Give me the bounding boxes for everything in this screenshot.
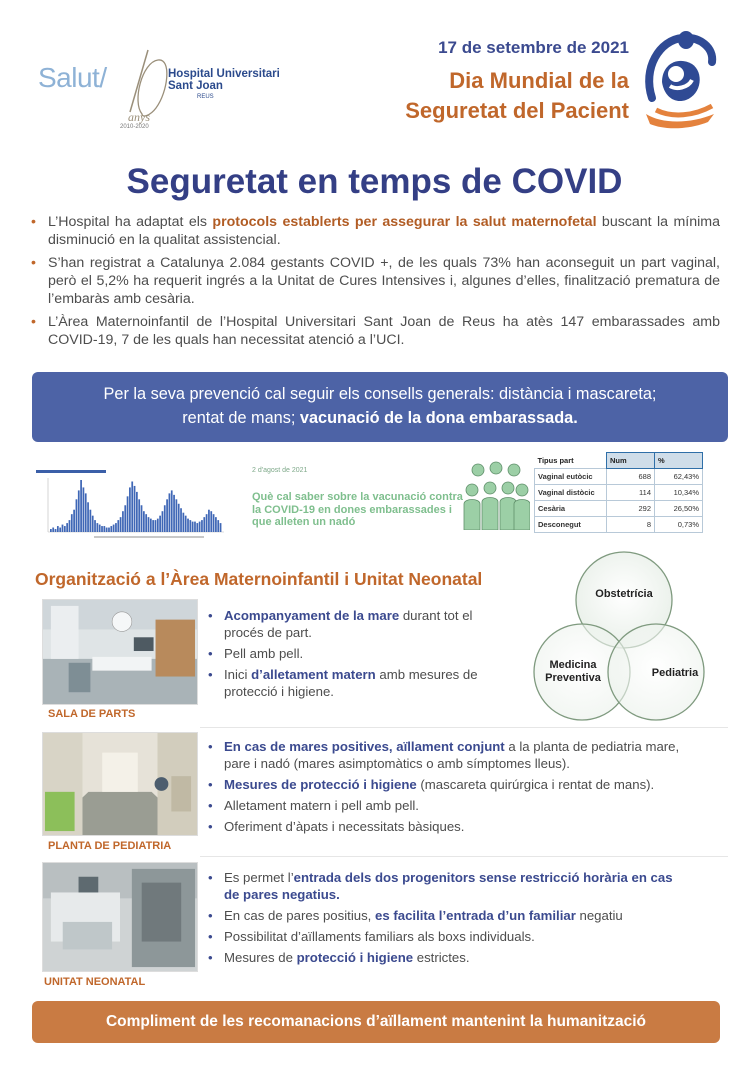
chart-bar <box>87 502 89 532</box>
venn-diagram <box>527 550 727 725</box>
chart-bar <box>199 522 201 532</box>
list-item-highlight: protecció i higiene <box>296 950 414 965</box>
chart-title-bar <box>36 470 106 473</box>
table-cell: 62,43% <box>655 469 703 485</box>
intro-item: • S’han registrat a Catalunya 2.084 gestants COVID +, de les quals 73% han aconseguit un part vaginal, però el 5,2% ha requerit ingrés a la Unitat de Cures Intensives i, algunes d’elles, finalització prematura de l’embaràs amb cesària. <box>28 254 720 308</box>
chart-bar <box>136 492 138 532</box>
chart-bar <box>106 528 108 532</box>
list-item <box>205 738 705 772</box>
chart-bar <box>78 490 80 532</box>
venn-label-medicina-line2: Preventiva <box>545 672 601 684</box>
chart-bar <box>127 496 129 532</box>
section-title: Organització a l’Àrea Maternoinfantil i Unitat Neonatal <box>35 569 483 589</box>
list-item-text: Es permet l’ <box>224 870 294 885</box>
chart-bar <box>71 514 73 532</box>
chart-bar <box>166 499 168 532</box>
chart-bar <box>215 517 217 532</box>
intro-list <box>28 213 720 354</box>
list-item-highlight: En cas de mares positives, aïllament conjunt <box>224 739 505 754</box>
chart-bar <box>85 493 87 532</box>
chart-bar <box>150 519 152 532</box>
chart-bar <box>94 520 96 532</box>
list-item <box>205 949 685 966</box>
table-header-cell: Num <box>607 453 655 469</box>
list-item-text: Inici <box>224 667 252 682</box>
chart-bar <box>113 525 115 532</box>
vaccine-date: 2 d'agost de 2021 <box>252 467 308 474</box>
chart-bar <box>50 529 52 532</box>
list-item-text: negatiu <box>575 908 623 923</box>
chart-bar <box>187 519 189 532</box>
chart-bar <box>143 511 145 532</box>
list-item-text: amb mesures de protecció i higiene. <box>224 667 478 699</box>
salut-logo-text: Salut/ <box>38 62 107 93</box>
ten-years-caption: anys <box>128 110 150 124</box>
chart-bar <box>117 520 119 532</box>
list-item: • Oferiment d’àpats i necessitats bàsiques. <box>205 818 705 835</box>
conclusion-banner: Compliment de les recomanacions d’aïllament mantenint la humanització <box>32 1001 720 1043</box>
chart-bar <box>120 517 122 532</box>
covid-cases-chart <box>34 466 229 542</box>
chart-bar <box>155 520 157 532</box>
table-row <box>535 501 703 517</box>
table-cell: 0,73% <box>655 517 703 533</box>
table-header-row <box>535 453 703 469</box>
list-item-text: (mascareta quirúrgica i rentat de mans). <box>416 777 655 792</box>
chart-bar <box>66 523 68 532</box>
chart-bar <box>131 481 133 532</box>
delivery-room-photo <box>42 599 198 705</box>
chart-bar <box>159 516 161 532</box>
intro-text: buscant la mínima disminució en la qualitat assistencial. <box>48 214 720 248</box>
row-divider <box>200 856 728 857</box>
chart-bar <box>80 480 82 532</box>
chart-bar <box>76 499 78 532</box>
prevention-banner <box>32 372 728 442</box>
list-item: • Pell amb pell. <box>205 645 505 662</box>
healthcare-people-icon <box>462 460 530 530</box>
venn-label-pediatria: Pediatria <box>651 667 699 679</box>
chart-bar <box>157 519 159 532</box>
chart-bar <box>103 526 105 532</box>
chart-bar <box>148 517 150 532</box>
table-header-cell: % <box>655 453 703 469</box>
chart-bar <box>208 510 210 532</box>
chart-bar <box>52 528 54 532</box>
chart-bar <box>90 510 92 532</box>
chart-bar <box>192 522 194 532</box>
list-item <box>205 607 505 641</box>
chart-bar <box>164 505 166 532</box>
list-item <box>205 666 505 700</box>
list-item-text: En cas de pares positius, <box>224 908 376 923</box>
chart-bar <box>169 493 171 532</box>
event-title-line2: Seguretat del Pacient <box>405 98 629 123</box>
chart-bar <box>189 520 191 532</box>
chart-bar <box>59 528 61 532</box>
page-title: Seguretat en temps de COVID <box>126 162 623 201</box>
list-item <box>205 776 705 793</box>
chart-bar <box>101 526 103 532</box>
chart-bar <box>122 511 124 532</box>
venn-label-obstetricia: Obstetrícia <box>595 588 653 600</box>
chart-bar <box>178 504 180 532</box>
event-title-line1: Dia Mundial de la <box>449 68 629 93</box>
chart-bar <box>185 516 187 532</box>
list-item-text: durant tot el procés de part. <box>224 608 473 640</box>
chart-bar <box>206 514 208 532</box>
chart-bar <box>180 508 182 532</box>
pediatria-label: PLANTA DE PEDIATRIA <box>48 840 172 852</box>
chart-caption-bar <box>94 536 204 538</box>
chart-bar <box>220 523 222 532</box>
chart-bar <box>57 526 59 532</box>
hospital-logo-text: Hospital Universitari Sant Joan <box>168 68 280 92</box>
intro-highlight: protocols establerts per assegurar la salut maternofetal <box>212 214 597 230</box>
chart-bar <box>110 526 112 532</box>
chart-bar <box>64 526 66 532</box>
intro-item: • L’Àrea Maternoinfantil de l’Hospital Universitari Sant Joan de Reus ha atès 147 embarassades amb COVID-19, 7 de les quals han necessitat atenció a l’UCI. <box>28 313 720 349</box>
prevention-text: rentat de mans; <box>182 409 300 427</box>
chart-bar <box>141 505 143 532</box>
table-cell: 292 <box>607 501 655 517</box>
intro-item <box>28 213 720 249</box>
chart-bar <box>217 520 219 532</box>
chart-bar <box>182 513 184 532</box>
list-item-text: Mesures de <box>224 950 297 965</box>
chart-bar <box>171 490 173 532</box>
table-header-cell: Tipus part <box>537 455 574 465</box>
chart-bar <box>162 511 164 532</box>
table-row <box>535 469 703 485</box>
row-divider <box>200 727 728 728</box>
list-item: • Possibilitat d’aïllaments familiars als boxs individuals. <box>205 928 685 945</box>
sala-parts-label: SALA DE PARTS <box>48 708 136 720</box>
chart-bar <box>196 523 198 532</box>
table-row <box>535 485 703 501</box>
pediatria-list <box>205 738 705 839</box>
event-title <box>405 66 629 126</box>
prevention-highlight: vacunació de la dona embarassada. <box>299 409 578 427</box>
list-item-text: a la planta de pediatria mare, pare i nadó (mares asimptomàtics o amb símptomes lleus). <box>224 739 680 771</box>
birth-types-table <box>534 452 703 533</box>
list-item <box>205 869 685 903</box>
pediatrics-ward-photo <box>42 732 198 836</box>
chart-bar <box>96 523 98 532</box>
chart-bar <box>69 520 71 532</box>
list-item-text: estrictes. <box>413 950 470 965</box>
chart-bar <box>145 514 147 532</box>
list-item: • Alletament matern i pell amb pell. <box>205 797 705 814</box>
chart-bar <box>201 520 203 532</box>
chart-bar <box>173 495 175 532</box>
table-cell: Vaginal eutòcic <box>535 469 607 485</box>
chart-bar <box>134 486 136 532</box>
chart-bar <box>73 510 75 532</box>
chart-bar <box>176 499 178 532</box>
patient-safety-icon <box>642 28 718 132</box>
table-cell: 10,34% <box>655 485 703 501</box>
chart-bar <box>108 528 110 532</box>
neonatal-label: UNITAT NEONATAL <box>44 976 146 988</box>
table-cell: Vaginal distòcic <box>535 485 607 501</box>
table-cell: Desconegut <box>535 517 607 533</box>
neonatal-list <box>205 869 685 970</box>
list-item-highlight: es facilita l’entrada d’un familiar <box>375 908 576 923</box>
list-item-highlight: entrada dels dos progenitors sense restricció horària en cas de pares negatius. <box>224 870 673 902</box>
table-cell: 26,50% <box>655 501 703 517</box>
chart-bar <box>92 516 94 532</box>
chart-bar <box>152 520 154 532</box>
sala-parts-list <box>205 607 505 704</box>
chart-bar <box>213 514 215 532</box>
list-item-highlight: Acompanyament de la mare <box>224 608 400 623</box>
neonatal-unit-photo <box>42 862 198 972</box>
chart-bar <box>210 511 212 532</box>
table-cell: 114 <box>607 485 655 501</box>
ten-years-range: 2010-2020 <box>120 124 149 130</box>
prevention-line2 <box>32 406 728 430</box>
event-date: 17 de setembre de 2021 <box>438 38 629 57</box>
chart-bar <box>62 525 64 532</box>
chart-bar <box>194 522 196 532</box>
venn-label-medicina-line1: Medicina <box>549 659 597 671</box>
table-cell: 688 <box>607 469 655 485</box>
prevention-line1: Per la seva prevenció cal seguir els consells generals: distància i mascareta; <box>103 385 657 403</box>
chart-bar <box>129 487 131 532</box>
chart-bar <box>124 505 126 532</box>
chart-bar <box>55 529 57 532</box>
chart-bar <box>138 499 140 532</box>
list-item <box>205 907 685 924</box>
vaccine-info-text: Què cal saber sobre la vacunació contra la COVID-19 en dones embarassades i que alleten un nadó <box>252 491 463 528</box>
table-cell: 8 <box>607 517 655 533</box>
chart-bar <box>115 523 117 532</box>
chart-bar <box>203 517 205 532</box>
table-row <box>535 517 703 533</box>
chart-bar <box>99 525 101 532</box>
table-cell: Cesària <box>535 501 607 517</box>
list-item-highlight: Mesures de protecció i higiene <box>224 777 417 792</box>
chart-bar <box>83 487 85 532</box>
list-item-highlight: d’alletament matern <box>251 667 376 682</box>
hospital-city: REUS <box>197 94 214 100</box>
intro-text: L’Hospital ha adaptat els <box>48 214 213 230</box>
